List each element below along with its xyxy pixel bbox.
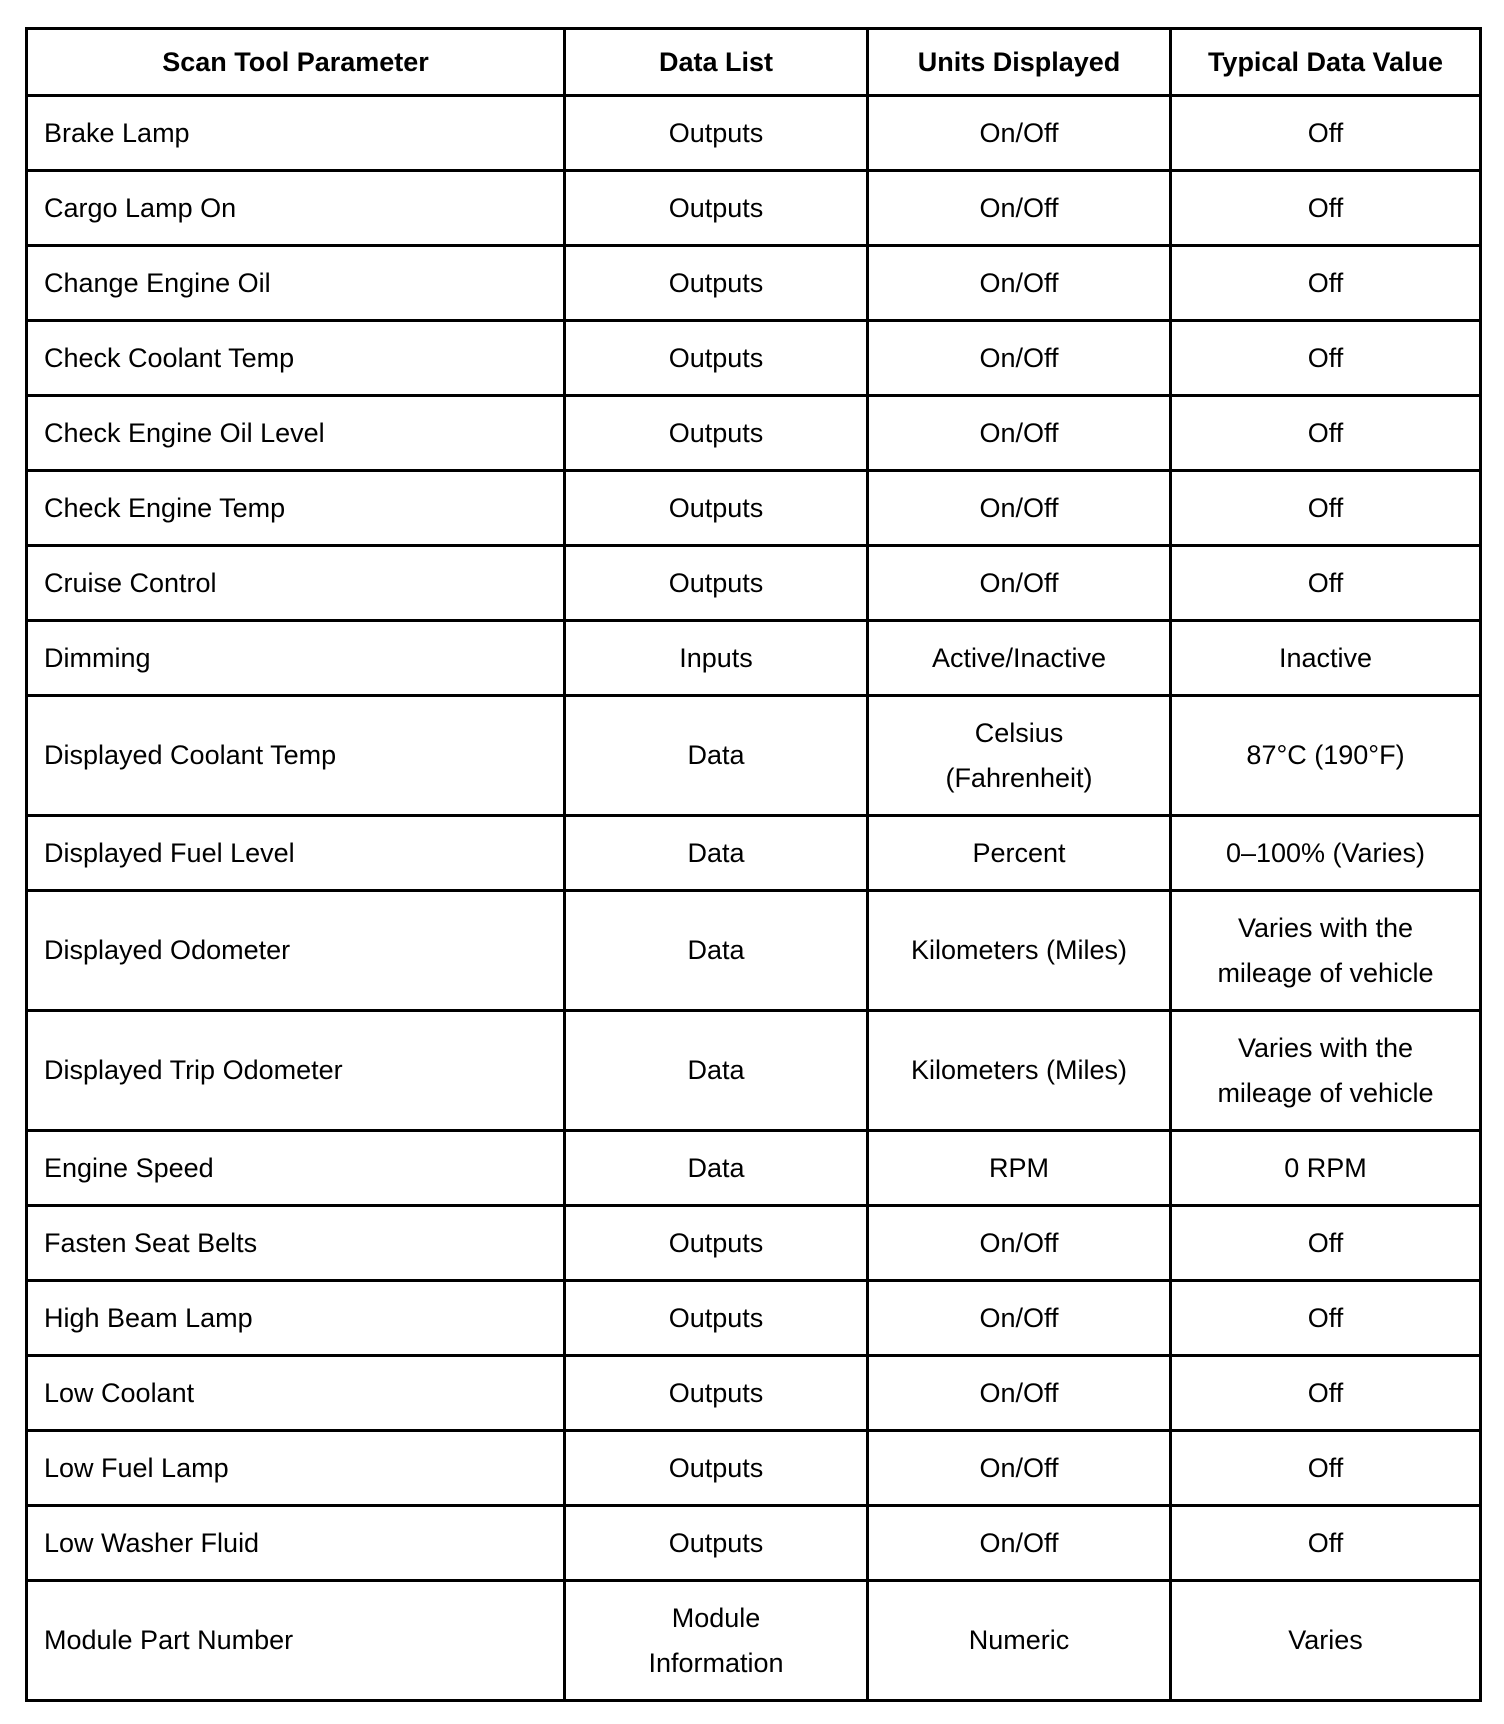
data-list-cell: Outputs (565, 471, 868, 546)
parameter-cell: Low Fuel Lamp (27, 1431, 565, 1506)
units-cell: On/Off (868, 1506, 1171, 1581)
header-scan-tool-parameter: Scan Tool Parameter (27, 29, 565, 96)
units-cell: On/Off (868, 96, 1171, 171)
table-row (27, 1581, 1481, 1701)
typical-value-cell: Off (1171, 171, 1481, 246)
data-list-cell: Outputs (565, 96, 868, 171)
parameter-cell: Displayed Odometer (27, 891, 565, 1011)
table-row (27, 1206, 1481, 1281)
typical-value-cell: 0–100% (Varies) (1171, 816, 1481, 891)
units-cell: RPM (868, 1131, 1171, 1206)
data-list-cell: Outputs (565, 1506, 868, 1581)
typical-value-cell: Off (1171, 246, 1481, 321)
typical-value-cell: Off (1171, 96, 1481, 171)
typical-value-cell: Off (1171, 321, 1481, 396)
table-row (27, 171, 1481, 246)
units-cell: On/Off (868, 1281, 1171, 1356)
table-row (27, 696, 1481, 816)
parameter-cell: Module Part Number (27, 1581, 565, 1701)
data-list-cell: Outputs (565, 396, 868, 471)
typical-value-cell: Off (1171, 1281, 1481, 1356)
data-list-cell: Data (565, 1011, 868, 1131)
scan-tool-data-table (25, 27, 1482, 1702)
typical-value-cell: 0 RPM (1171, 1131, 1481, 1206)
units-cell: Kilometers (Miles) (868, 1011, 1171, 1131)
typical-value-cell: Off (1171, 1431, 1481, 1506)
data-list-cell: Module Information (565, 1581, 868, 1701)
table-row (27, 321, 1481, 396)
parameter-cell: Fasten Seat Belts (27, 1206, 565, 1281)
table-row (27, 546, 1481, 621)
data-list-cell: Outputs (565, 171, 868, 246)
units-cell: On/Off (868, 1356, 1171, 1431)
parameter-cell: Low Coolant (27, 1356, 565, 1431)
data-list-cell: Outputs (565, 1281, 868, 1356)
parameter-cell: Displayed Coolant Temp (27, 696, 565, 816)
table-row (27, 96, 1481, 171)
parameter-cell: Check Coolant Temp (27, 321, 565, 396)
typical-value-cell: Inactive (1171, 621, 1481, 696)
units-cell: On/Off (868, 471, 1171, 546)
data-list-cell: Outputs (565, 321, 868, 396)
units-cell: On/Off (868, 396, 1171, 471)
units-cell: Kilometers (Miles) (868, 891, 1171, 1011)
table-header-row (27, 29, 1481, 96)
units-cell: On/Off (868, 321, 1171, 396)
typical-value-cell: Off (1171, 1206, 1481, 1281)
data-list-cell: Outputs (565, 1356, 868, 1431)
table-row (27, 816, 1481, 891)
typical-value-cell: Off (1171, 546, 1481, 621)
parameter-cell: Cruise Control (27, 546, 565, 621)
parameter-cell: Engine Speed (27, 1131, 565, 1206)
units-cell: Percent (868, 816, 1171, 891)
table-row (27, 1506, 1481, 1581)
parameter-cell: Change Engine Oil (27, 246, 565, 321)
data-list-cell: Outputs (565, 546, 868, 621)
units-cell: On/Off (868, 1206, 1171, 1281)
typical-value-cell: Varies with the mileage of vehicle (1171, 1011, 1481, 1131)
header-typical-data-value: Typical Data Value (1171, 29, 1481, 96)
parameter-cell: Displayed Trip Odometer (27, 1011, 565, 1131)
table-row (27, 246, 1481, 321)
data-list-cell: Outputs (565, 1431, 868, 1506)
typical-value-cell: 87°C (190°F) (1171, 696, 1481, 816)
typical-value-cell: Varies with the mileage of vehicle (1171, 891, 1481, 1011)
typical-value-cell: Off (1171, 396, 1481, 471)
parameter-cell: Check Engine Temp (27, 471, 565, 546)
table-row (27, 396, 1481, 471)
table-row (27, 1281, 1481, 1356)
data-list-cell: Inputs (565, 621, 868, 696)
units-cell: On/Off (868, 1431, 1171, 1506)
table-row (27, 1131, 1481, 1206)
typical-value-cell: Off (1171, 1506, 1481, 1581)
units-cell: On/Off (868, 171, 1171, 246)
data-list-cell: Data (565, 696, 868, 816)
parameter-cell: Check Engine Oil Level (27, 396, 565, 471)
table-row (27, 471, 1481, 546)
data-list-cell: Data (565, 891, 868, 1011)
table-row (27, 1431, 1481, 1506)
typical-value-cell: Off (1171, 471, 1481, 546)
typical-value-cell: Varies (1171, 1581, 1481, 1701)
data-list-cell: Outputs (565, 1206, 868, 1281)
table-row (27, 1011, 1481, 1131)
typical-value-cell: Off (1171, 1356, 1481, 1431)
header-units-displayed: Units Displayed (868, 29, 1171, 96)
units-cell: Active/Inactive (868, 621, 1171, 696)
units-cell: On/Off (868, 246, 1171, 321)
parameter-cell: Brake Lamp (27, 96, 565, 171)
data-list-cell: Data (565, 1131, 868, 1206)
units-cell: Numeric (868, 1581, 1171, 1701)
data-list-cell: Data (565, 816, 868, 891)
table-row (27, 1356, 1481, 1431)
table-row (27, 891, 1481, 1011)
table-row (27, 621, 1481, 696)
header-data-list: Data List (565, 29, 868, 96)
parameter-cell: High Beam Lamp (27, 1281, 565, 1356)
units-cell: On/Off (868, 546, 1171, 621)
parameter-cell: Cargo Lamp On (27, 171, 565, 246)
parameter-cell: Dimming (27, 621, 565, 696)
units-cell: Celsius (Fahrenheit) (868, 696, 1171, 816)
parameter-cell: Displayed Fuel Level (27, 816, 565, 891)
data-list-cell: Outputs (565, 246, 868, 321)
parameter-cell: Low Washer Fluid (27, 1506, 565, 1581)
